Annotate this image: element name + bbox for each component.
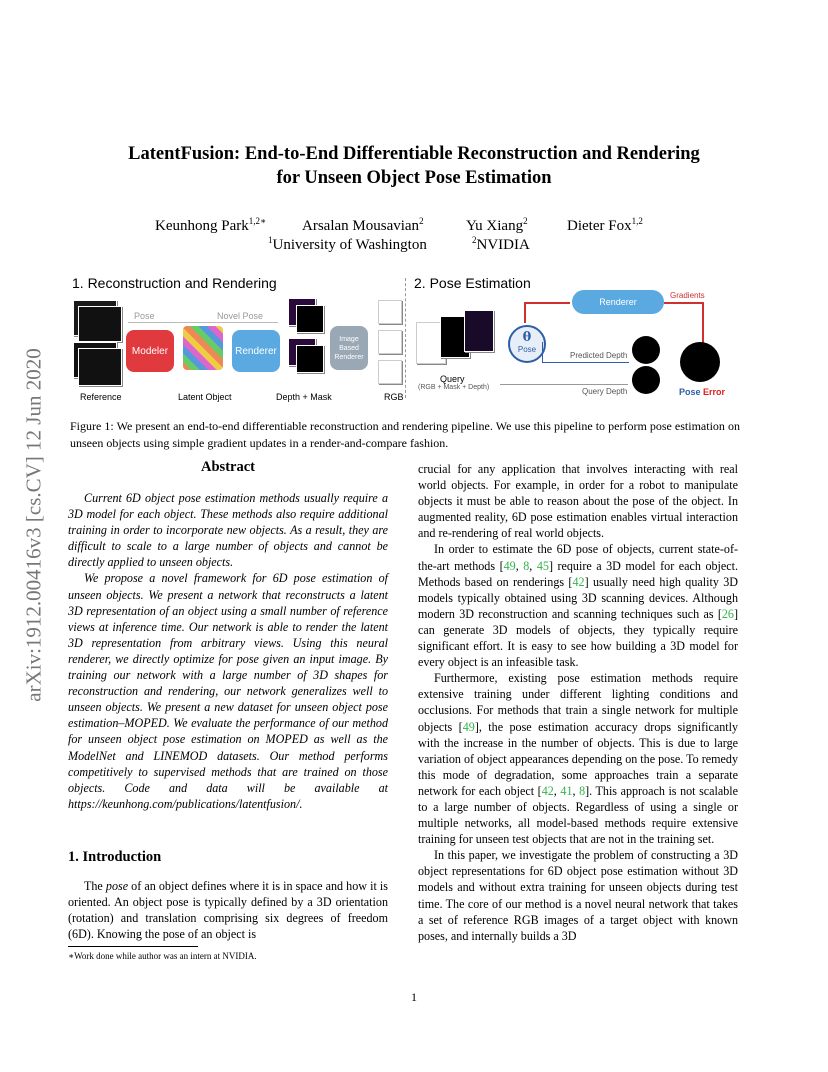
citation-link[interactable]: 42 xyxy=(572,574,585,589)
author-1: Keunhong Park$^{1,2∗}$ xyxy=(155,216,267,234)
affiliation-2: $^2$NVIDIA xyxy=(472,235,530,253)
citation-link[interactable]: 45 xyxy=(536,558,549,573)
pose-error-label: Pose Error xyxy=(679,387,726,397)
predicted-depth-image xyxy=(632,336,660,364)
panel-1-title: 1. Reconstruction and Rendering xyxy=(72,275,277,291)
page-number: 1 xyxy=(411,990,417,1004)
abstract-paragraph-1: Current 6D object pose estimation methods usually require a 3D model for each object. These methods also require additional training in order to incorporate new objects. As a result, they are difficult to scale to a large number of objects and cannot be directly applied to unseen objects. xyxy=(68,491,388,570)
renderer-2-box: Renderer xyxy=(572,290,664,314)
mask-output xyxy=(296,305,324,333)
figure-1 xyxy=(0,0,828,410)
reference-image xyxy=(78,306,122,342)
right-paragraph-3: In this paper, we investigate the problem of constructing a 3D object representations for 6D object pose estimation without 3D models and without extra training for unseen objects during test time. The core of our method is a novel neural network that takes a set of reference RGB images of a target object with known poses, and internally builds a 3D xyxy=(418,848,738,943)
pose-circle-label: Pose xyxy=(517,345,537,354)
query-label: Query xyxy=(440,374,465,384)
gradients-label: Gradients xyxy=(670,291,705,300)
theta-symbol: θ xyxy=(522,330,532,345)
query-depth-image xyxy=(632,366,660,394)
pose-line xyxy=(128,322,278,323)
introduction-heading: 1. Introduction xyxy=(68,849,162,865)
gradient-arrow-h xyxy=(524,302,570,304)
footnote-rule xyxy=(68,946,198,947)
author-2: Arsalan Mousavian$^2$ xyxy=(302,216,424,234)
gradient-arrow-down xyxy=(524,303,526,323)
intro-paragraph-1: The pose of an object defines where it is in space and how it is oriented. An object pose is typically defined by a 3D orientation (rotation) and translation comprising six degrees of freedom (6D). Knowing the pose of an object is xyxy=(68,879,388,942)
pose-label: Pose xyxy=(134,311,155,321)
figure-caption: Figure 1: We present an end-to-end differentiable reconstruction and rendering pipeline. We use this pipeline to perform pose estimation on unseen objects using simple gradient updates in a render-and-compare fashion. xyxy=(70,419,740,450)
rgb-output xyxy=(378,300,402,324)
pose-parameter-circle xyxy=(508,325,546,363)
reference-image xyxy=(78,348,122,386)
title-line-1: LatentFusion: End-to-End Differentiable Reconstruction and Rendering xyxy=(128,144,700,164)
latent-object-label: Latent Object xyxy=(178,392,232,402)
arxiv-identifier: arXiv:1912.00416v3 [cs.CV] 12 Jun 2020 xyxy=(21,348,46,702)
right-paragraph-0: crucial for any application that involves interacting with real world objects. For example, in order for a robot to manipulate objects it must be able to reason about the pose of the object. In augmented reality, 6D pose estimation enables virtual interaction and re-rendering of real world objects. xyxy=(418,462,738,541)
gradient-line-v xyxy=(702,302,704,344)
citation-link[interactable]: 49 xyxy=(462,719,475,734)
title-line-2: for Unseen Object Pose Estimation xyxy=(276,168,552,188)
mask-output xyxy=(296,345,324,373)
query-depth-line xyxy=(500,384,628,385)
citation-link[interactable]: 41 xyxy=(560,783,573,798)
author-4: Dieter Fox$^{1,2}$ xyxy=(567,216,643,234)
citation-link[interactable]: 8 xyxy=(579,783,586,798)
pose-error-image xyxy=(680,342,720,382)
depth-mask-label: Depth + Mask xyxy=(276,392,332,402)
modeler-box: Modeler xyxy=(126,330,174,372)
citation-link[interactable]: 49 xyxy=(503,558,516,573)
reference-label: Reference xyxy=(80,392,122,402)
novel-pose-label: Novel Pose xyxy=(217,311,264,321)
citation-link[interactable]: 42 xyxy=(541,783,554,798)
author-3: Yu Xiang$^2$ xyxy=(466,216,528,234)
image-based-renderer-box: Image Based Renderer xyxy=(330,326,368,370)
footnote: ∗Work done while author was an intern at NVIDIA. xyxy=(68,951,257,961)
right-column xyxy=(418,461,738,944)
panel-2-title: 2. Pose Estimation xyxy=(414,275,531,291)
rgb-label: RGB xyxy=(384,392,404,402)
predicted-depth-label: Predicted Depth xyxy=(570,351,628,360)
latent-object-cube xyxy=(183,326,223,370)
rgb-output xyxy=(378,330,402,354)
citation-link[interactable]: 8 xyxy=(523,558,530,573)
query-depth xyxy=(464,310,494,352)
abstract-paragraph-2: We propose a novel framework for 6D pose estimation of unseen objects. We present a network that reconstructs a latent 3D representation of an object using a small number of reference views at inference time. Our network is able to render the latent 3D representation from arbitrary views. Using this neural renderer, we directly optimize for pose given an input image. By training our network with a large number of 3D shapes for reconstruction and rendering, our network generalizes well to unseen objects. We present a new dataset for unseen object pose estimation–MOPED. We evaluate the performance of our method for unseen object pose estimation on MOPED as well as the ModelNet and LINEMOD datasets. Our method performs competitively to supervised methods that are trained on those objects. Code and data will be available at https://keunhong.com/publications/latentfusion/. xyxy=(68,571,388,811)
affiliation-1: $^1$University of Washington xyxy=(268,235,427,253)
renderer-box: Renderer xyxy=(232,330,280,372)
citation-link[interactable]: 26 xyxy=(721,606,734,621)
right-paragraph-2: Furthermore, existing pose estimation methods require extensive training under different lighting conditions and occlusions. For methods that train a single network for multiple objects [49], the pose estimation accuracy drops significantly with the increase in the number of objects. This is due to large variation of object appearances depending on the pose. To remedy this mode of degradation, some approaches train a separate network for each object [42, 41, 8]. This approach is not scalable to a large number of objects. Regardless of using a single or multiple networks, all model-based methods require extensive training for unseen test objects that are not in the training set. xyxy=(418,671,739,847)
abstract xyxy=(68,490,388,812)
abstract-heading: Abstract xyxy=(201,459,255,475)
gradient-line xyxy=(664,302,704,304)
query-sub-label: (RGB + Mask + Depth) xyxy=(418,384,490,391)
rgb-output xyxy=(378,360,402,384)
right-paragraph-1: In order to estimate the 6D pose of objects, current state-of-the-art methods [49, 8, 45] require a 3D model for each object. Methods based on renderings [42] usually need high quality 3D models typically obtained using 3D scanning devices. Although modern 3D reconstruction and scanning techniques such as [26] can generate 3D models of objects, they typically require significant effort. It is easy to see how building a 3D model for every object is an infeasible task. xyxy=(418,542,739,670)
query-depth-label: Query Depth xyxy=(582,387,628,396)
